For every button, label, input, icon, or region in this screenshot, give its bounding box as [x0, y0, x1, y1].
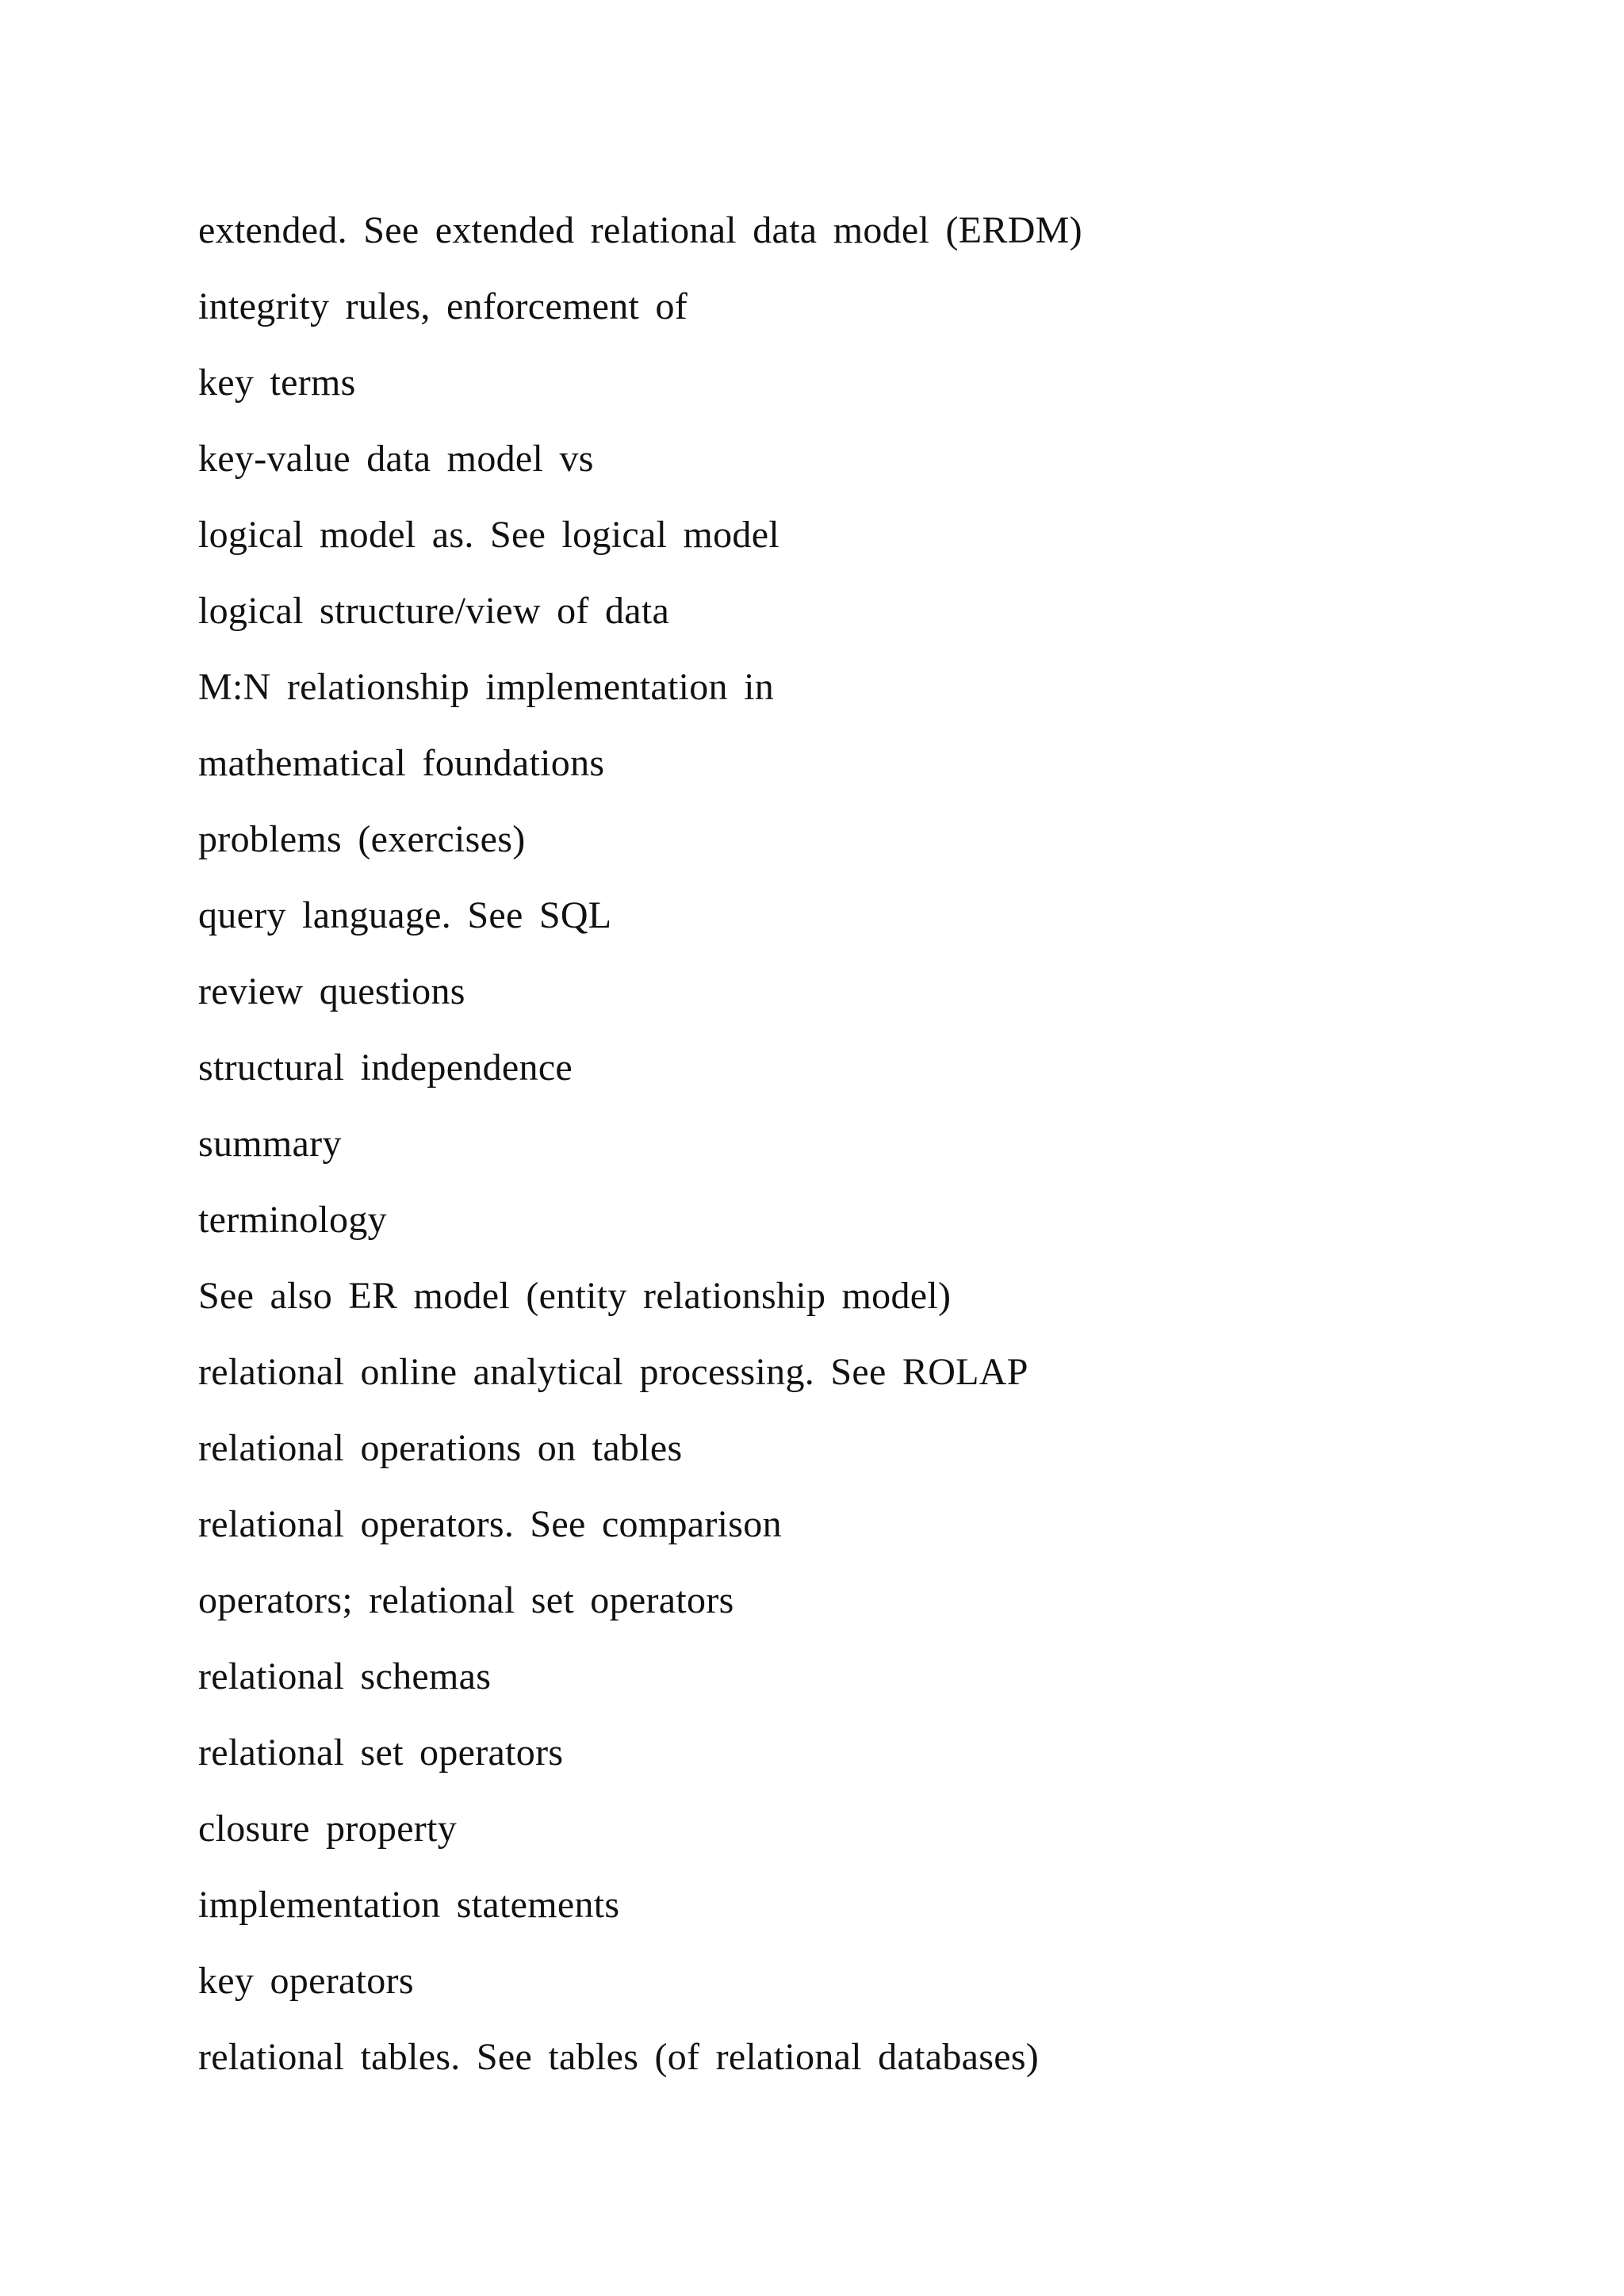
index-entry: review questions: [198, 970, 465, 1012]
index-entry: extended. See extended relational data model (ERDM): [198, 209, 1082, 251]
index-entry: terminology: [198, 1199, 387, 1241]
index-entry: key-value data model vs: [198, 438, 594, 480]
index-entry: relational set operators: [198, 1732, 564, 1774]
index-entry: logical structure/view of data: [198, 590, 670, 632]
index-entry: problems (exercises): [198, 818, 526, 860]
index-entry: query language. See SQL: [198, 894, 612, 936]
index-entry: relational online analytical processing. See ROLAP: [198, 1351, 1028, 1393]
index-entry: closure property: [198, 1808, 458, 1850]
index-entry: structural independence: [198, 1047, 573, 1089]
index-entry: relational tables. See tables (of relational databases): [198, 2036, 1040, 2078]
index-entry: M:N relationship implementation in: [198, 666, 775, 708]
index-entry: relational operations on tables: [198, 1427, 683, 1469]
index-entry: mathematical foundations: [198, 742, 605, 784]
index-entry: logical model as. See logical model: [198, 514, 779, 556]
index-entry: summary: [198, 1123, 342, 1165]
index-entry-list: [198, 193, 1082, 2095]
index-entry: implementation statements: [198, 1884, 620, 1926]
index-entry: operators; relational set operators: [198, 1579, 734, 1621]
index-entry: See also ER model (entity relationship model): [198, 1275, 952, 1317]
index-entry: relational schemas: [198, 1655, 492, 1697]
index-entry: key terms: [198, 362, 356, 404]
index-entry: key operators: [198, 1960, 414, 2002]
index-entry: integrity rules, enforcement of: [198, 285, 688, 327]
index-entry: relational operators. See comparison: [198, 1503, 782, 1545]
